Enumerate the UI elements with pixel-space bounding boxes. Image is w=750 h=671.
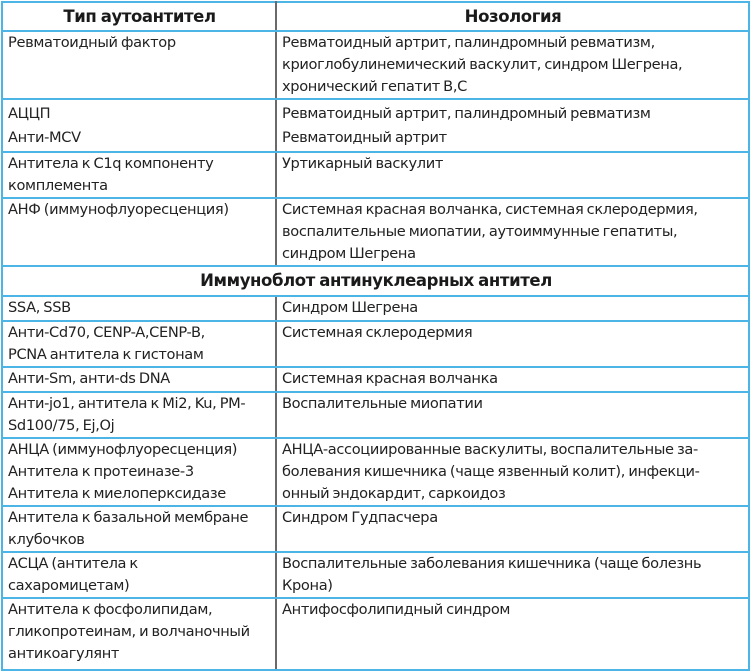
table-row bbox=[2, 392, 749, 438]
autoantibody-table bbox=[1, 1, 750, 671]
nosology-line: хронический гепатит В,С bbox=[282, 78, 467, 95]
antibody-line: SSA, SSB bbox=[8, 299, 71, 316]
nosology-cell bbox=[276, 99, 749, 152]
antibody-line: PCNA антитела к гистонам bbox=[8, 346, 204, 363]
nosology-cell bbox=[276, 438, 749, 506]
header-antibody-type: Тип аутоантител bbox=[2, 2, 276, 31]
antibody-cell bbox=[2, 99, 276, 152]
antibody-line: комплемента bbox=[8, 177, 108, 194]
nosology-cell bbox=[276, 506, 749, 552]
antibody-cell bbox=[2, 198, 276, 266]
antibody-cell bbox=[2, 367, 276, 392]
header-nosology: Нозология bbox=[276, 2, 749, 31]
nosology-line: синдром Шегрена bbox=[282, 245, 416, 262]
table-row bbox=[2, 321, 749, 367]
table-row bbox=[2, 198, 749, 266]
nosology-cell bbox=[276, 552, 749, 598]
nosology-cell bbox=[276, 152, 749, 198]
nosology-cell bbox=[276, 367, 749, 392]
antibody-cell bbox=[2, 506, 276, 552]
antibody-line: Анти-Sm, анти-ds DNA bbox=[8, 370, 170, 387]
nosology-line: Синдром Шегрена bbox=[282, 299, 418, 316]
antibody-line: Анти-Cd70, CENP-A,CENP-B, bbox=[8, 324, 205, 341]
nosology-line: Ревматоидный артрит, палиндромный ревматизм, bbox=[282, 34, 655, 51]
antibody-line: сахаромицетам) bbox=[8, 577, 130, 594]
nosology-line: Воспалительные заболевания кишечника (чаще болезнь bbox=[282, 555, 702, 572]
antibody-cell bbox=[2, 31, 276, 99]
antibody-cell bbox=[2, 552, 276, 598]
nosology-line: Системная красная волчанка, системная склеродермия, bbox=[282, 201, 698, 218]
antibody-line: Ревматоидный фактор bbox=[8, 34, 176, 51]
table-row bbox=[2, 31, 749, 99]
nosology-line: Системная склеродермия bbox=[282, 324, 473, 341]
table-row bbox=[2, 296, 749, 321]
nosology-cell bbox=[276, 31, 749, 99]
nosology-cell bbox=[276, 598, 749, 670]
nosology-line: онный эндокардит, саркоидоз bbox=[282, 485, 506, 502]
nosology-line: Синдром Гудпасчера bbox=[282, 509, 438, 526]
table-row bbox=[2, 438, 749, 506]
nosology-cell bbox=[276, 296, 749, 321]
table-row bbox=[2, 552, 749, 598]
header-row bbox=[2, 2, 749, 31]
nosology-line: АНЦА-ассоциированные васкулиты, воспалительные за- bbox=[282, 441, 698, 458]
antibody-line: АНЦА (иммунофлуоресценция) bbox=[8, 441, 238, 458]
nosology-cell bbox=[276, 198, 749, 266]
antibody-cell bbox=[2, 296, 276, 321]
antibody-line: гликопротеинам, и волчаночный bbox=[8, 623, 250, 640]
antibody-line: Антитела к C1q компоненту bbox=[8, 155, 214, 172]
antibody-line: Антитела к базальной мембране bbox=[8, 509, 249, 526]
nosology-line: Антифосфолипидный синдром bbox=[282, 601, 511, 618]
table-row bbox=[2, 367, 749, 392]
nosology-line: Крона) bbox=[282, 577, 333, 594]
nosology-line: Воспалительные миопатии bbox=[282, 395, 483, 412]
table-row bbox=[2, 99, 749, 152]
antibody-line: Sd100/75, Ej,Oj bbox=[8, 417, 115, 434]
antibody-cell bbox=[2, 598, 276, 670]
nosology-line: Системная красная волчанка bbox=[282, 370, 498, 387]
antibody-line: АЦЦП bbox=[8, 105, 51, 122]
nosology-line: криоглобулинемический васкулит, синдром Шегрена, bbox=[282, 56, 683, 73]
table-row bbox=[2, 506, 749, 552]
nosology-line: воспалительные миопатии, аутоиммунные гепатиты, bbox=[282, 223, 678, 240]
antibody-line: Анти-MCV bbox=[8, 129, 81, 146]
antibody-cell bbox=[2, 321, 276, 367]
table-row bbox=[2, 598, 749, 670]
antibody-cell bbox=[2, 152, 276, 198]
nosology-line: Ревматоидный артрит, палиндромный ревматизм bbox=[282, 105, 651, 122]
antibody-line: Антитела к миелоперксидазе bbox=[8, 485, 226, 502]
nosology-cell bbox=[276, 321, 749, 367]
antibody-line: Антитела к протеиназе-3 bbox=[8, 463, 194, 480]
antibody-cell bbox=[2, 438, 276, 506]
antibody-line: Антитела к фосфолипидам, bbox=[8, 601, 213, 618]
nosology-line: болевания кишечника (чаще язвенный колит), инфекци- bbox=[282, 463, 700, 480]
antibody-line: АСЦА (антитела к bbox=[8, 555, 138, 572]
section-title: Иммуноблот антинуклеарных антител bbox=[2, 266, 749, 296]
table-row bbox=[2, 152, 749, 198]
nosology-line: Уртикарный васкулит bbox=[282, 155, 444, 172]
section-header-row bbox=[2, 266, 749, 296]
antibody-line: антикоагулянт bbox=[8, 645, 120, 662]
antibody-line: АНФ (иммунофлуоресценция) bbox=[8, 201, 229, 218]
nosology-line: Ревматоидный артрит bbox=[282, 129, 447, 146]
nosology-cell bbox=[276, 392, 749, 438]
antibody-cell bbox=[2, 392, 276, 438]
antibody-line: клубочков bbox=[8, 531, 85, 548]
antibody-line: Анти-jo1, антитела к Mi2, Ku, PM- bbox=[8, 395, 246, 412]
